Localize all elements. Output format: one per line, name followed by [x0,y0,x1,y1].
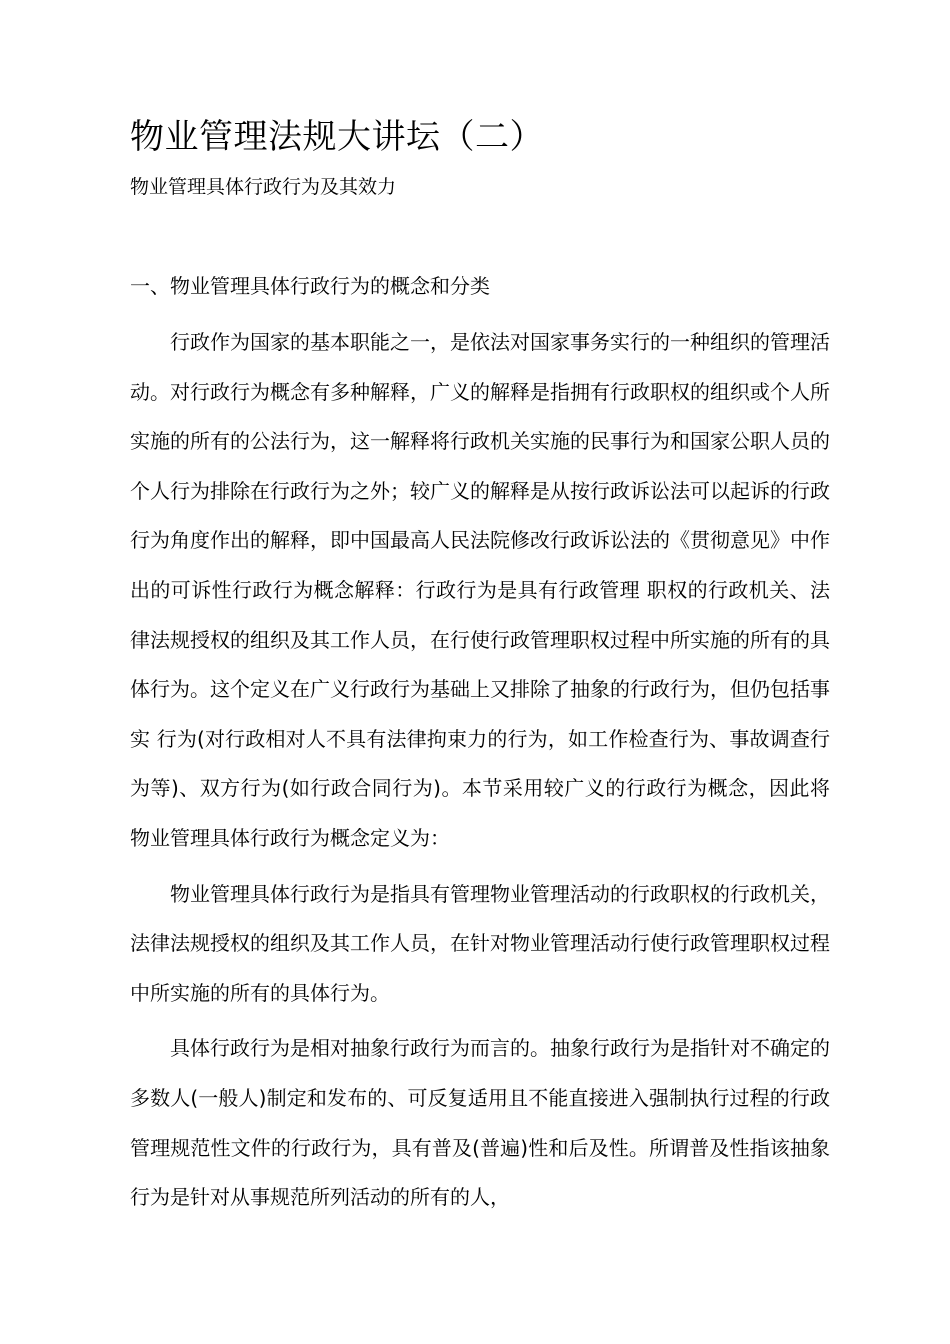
paragraph-1: 行政作为国家的基本职能之一，是依法对国家事务实行的一种组织的管理活动。对行政行为概念有多种解释，广义的解释是指拥有行政职权的组织或个人所实施的所有的公法行为，这一解释将行政机关实施的民事行为和国家公职人员的个人行为排除在行政行为之外；较广义的解释是从按行政诉讼法可以起诉的行政行为角度作出的解释，即中国最高人民法院修改行政诉讼法的《贯彻意见》中作出的可诉性行政行为概念解释：行政行为是具有行政管理 职权的行政机关、法律法规授权的组织及其工作人员，在行使行政管理职权过程中所实施的所有的具体行为。这个定义在广义行政行为基础上又排除了抽象的行政行为，但仍包括事实 行为(对行政相对人不具有法律拘束力的行为，如工作检查行为、事故调查行为等)、双方行为(如行政合同行为)。本节采用较广义的行政行为概念，因此将物业管理具体行政行为概念定义为： [130,330,830,850]
document-title: 物业管理法规大讲坛（二） [130,117,544,157]
document-subtitle: 物业管理具体行政行为及其效力 [130,176,397,198]
paragraph-2: 物业管理具体行政行为是指具有管理物业管理活动的行政职权的行政机关，法律法规授权的组织及其工作人员，在针对物业管理活动行使行政管理职权过程中所实施的所有的具体行为。 [130,881,830,1005]
section-heading: 一、物业管理具体行政行为的概念和分类 [130,274,490,298]
document-body [130,268,830,1223]
paragraph-3: 具体行政行为是相对抽象行政行为而言的。抽象行政行为是指针对不确定的多数人(一般人)制定和发布的、可反复适用且不能直接进入强制执行过程的行政管理规范性文件的行政行为，具有普及(普遍)性和后及性。所谓普及性指该抽象行为是针对从事规范所列活动的所有的人， [130,1036,830,1210]
